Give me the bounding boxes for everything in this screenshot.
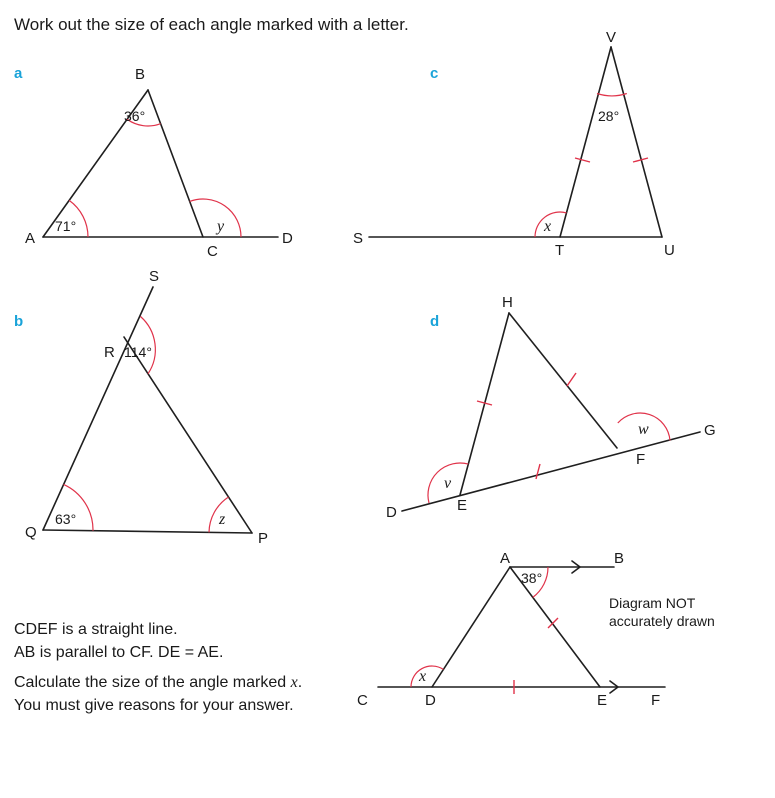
- angle-y-arc: [190, 199, 241, 237]
- figure-b: [14, 268, 268, 547]
- angle-b-value: 36°: [124, 108, 146, 124]
- point-d-G: G: [704, 422, 716, 439]
- angle-w-label: w: [638, 421, 649, 438]
- note-text: [609, 595, 715, 629]
- angle-v-value: 28°: [598, 108, 620, 124]
- point-a-B: B: [135, 66, 146, 83]
- point-p-D: D: [425, 692, 436, 709]
- angle-y-label: y: [217, 218, 225, 235]
- part-d-label: d: [430, 313, 440, 330]
- angle-q-value: 63°: [55, 511, 77, 527]
- problem-text: [14, 621, 302, 714]
- segment-da: [432, 567, 510, 687]
- figure-d: [386, 294, 716, 521]
- segment-hf: [509, 313, 617, 448]
- line-dg: [402, 432, 700, 511]
- point-a-C: C: [207, 243, 218, 260]
- angle-z-label: z: [219, 511, 226, 528]
- note-line-2: accurately drawn: [609, 613, 715, 629]
- point-p-F: F: [651, 692, 661, 709]
- part-a-label: a: [14, 65, 23, 82]
- line-qs: [43, 287, 153, 530]
- instructions-text: Work out the size of each angle marked with a letter.: [14, 15, 409, 34]
- point-d-H: H: [502, 294, 513, 311]
- point-p-C: C: [357, 692, 368, 709]
- problem-line-1: CDEF is a straight line.: [14, 621, 178, 638]
- segment-uv: [611, 47, 662, 237]
- part-b-label: b: [14, 313, 24, 330]
- segment-qp: [43, 530, 252, 533]
- part-c-label: c: [430, 65, 439, 82]
- point-d-E: E: [457, 497, 468, 514]
- point-p-A: A: [500, 550, 511, 567]
- point-c-U: U: [664, 242, 675, 259]
- segment-rp: [124, 337, 252, 533]
- point-c-T: T: [555, 242, 565, 259]
- point-b-R: R: [104, 344, 115, 361]
- equal-tick-hf: [567, 373, 576, 386]
- point-a-A: A: [25, 230, 36, 247]
- angle-x-label: x: [544, 218, 552, 235]
- point-d-F: F: [636, 451, 646, 468]
- point-b-Q: Q: [25, 524, 37, 541]
- figure-parallel: [357, 550, 665, 709]
- angle-v-label-d: v: [444, 475, 452, 492]
- angle-x-label-parallel: x: [419, 668, 427, 685]
- point-c-V: V: [606, 29, 617, 46]
- problem-line-3: Calculate the size of the angle marked x.: [14, 674, 303, 691]
- figure-a: [14, 65, 293, 260]
- figure-c: [353, 29, 675, 259]
- point-d-D: D: [386, 504, 397, 521]
- segment-tv: [560, 47, 611, 237]
- point-b-P: P: [258, 530, 269, 547]
- point-p-E: E: [597, 692, 608, 709]
- angle-a-value: 71°: [55, 218, 77, 234]
- segment-bc: [148, 90, 203, 237]
- segment-eh: [460, 313, 509, 495]
- point-c-S: S: [353, 230, 364, 247]
- angle-a-value-parallel: 38°: [521, 570, 543, 586]
- point-p-B: B: [614, 550, 625, 567]
- problem-line-2: AB is parallel to CF. DE = AE.: [14, 644, 224, 661]
- problem-line-4: You must give reasons for your answer.: [14, 697, 294, 714]
- point-b-S: S: [149, 268, 160, 285]
- angle-r-value: 114°: [124, 344, 152, 360]
- point-a-D: D: [282, 230, 293, 247]
- equal-tick-ef: [536, 464, 540, 479]
- equal-tick-tv: [575, 158, 590, 162]
- angle-v-arc: [597, 94, 627, 96]
- note-line-1: Diagram NOT: [609, 595, 696, 611]
